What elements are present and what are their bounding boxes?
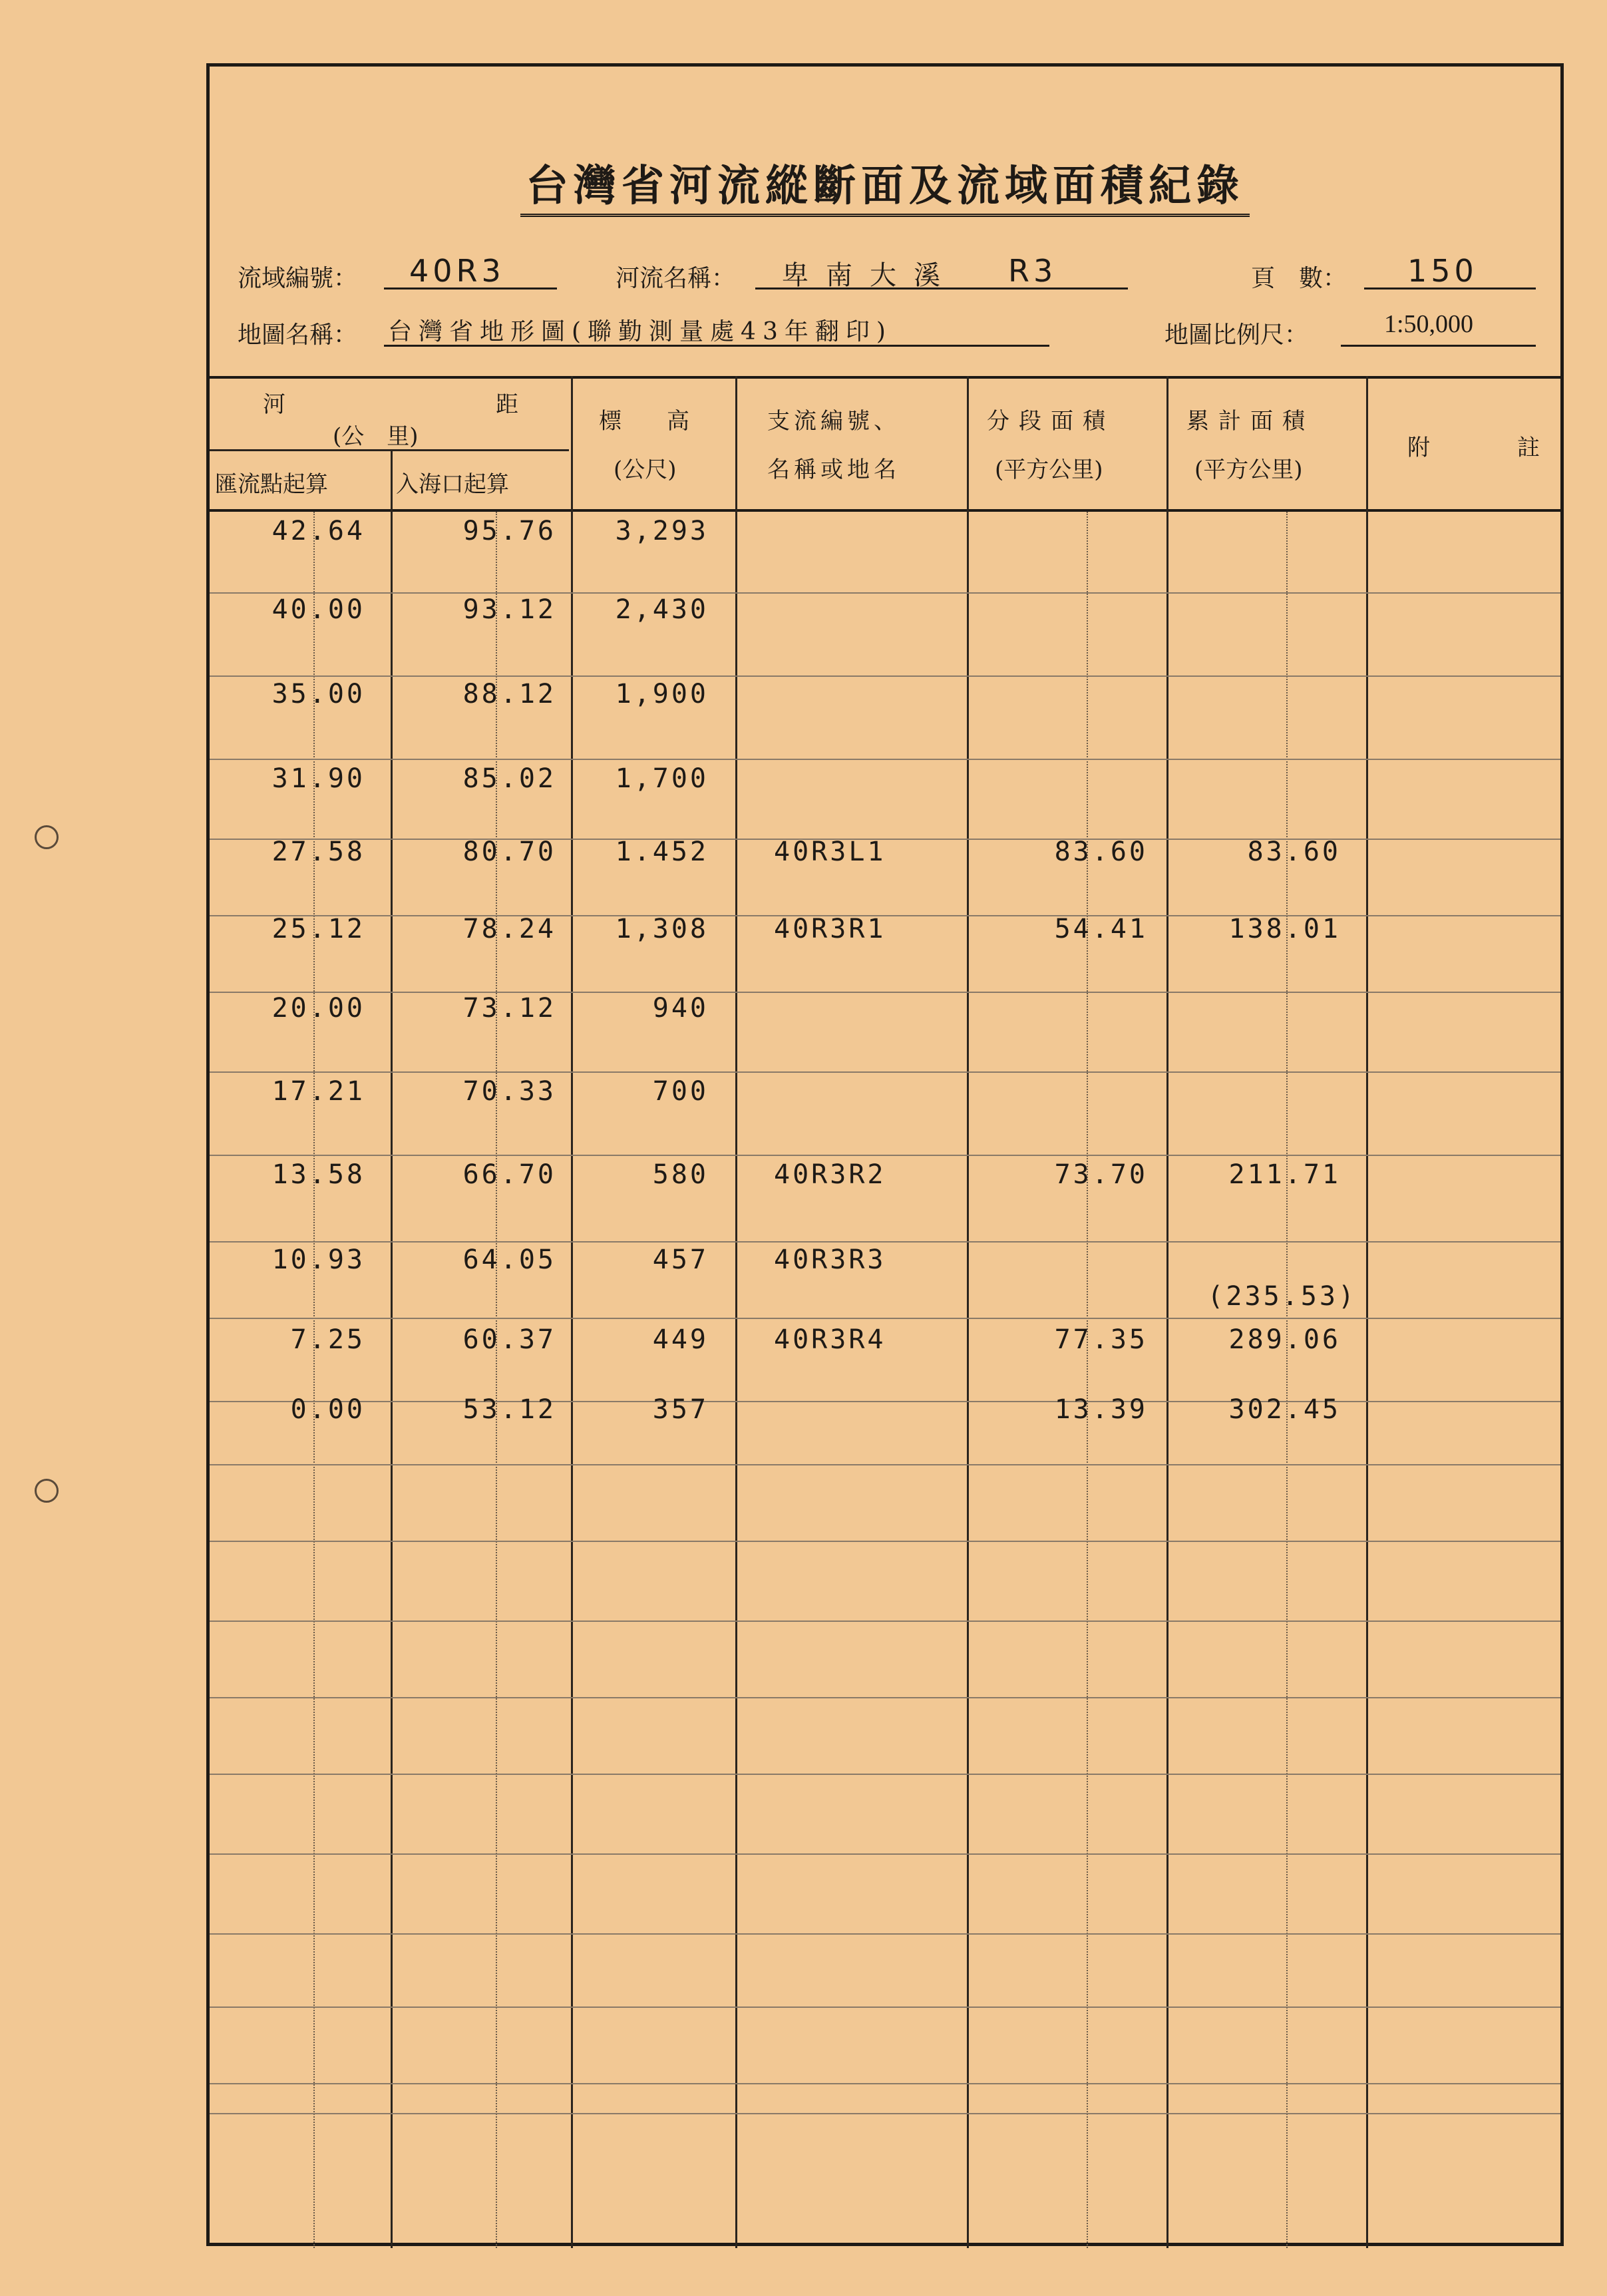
cell-elev: 700 (652, 1076, 709, 1107)
row-divider (210, 2007, 1560, 2008)
row-divider (210, 1621, 1560, 1622)
record-sheet (206, 63, 1564, 2246)
cell-elev: 357 (652, 1394, 709, 1425)
decimal-guide-3 (1087, 512, 1088, 2248)
cell-conf: 10.93 (271, 1244, 365, 1275)
decimal-guide-4 (1286, 512, 1288, 2248)
row-divider (210, 1933, 1560, 1935)
cell-conf: 7.25 (290, 1324, 365, 1355)
map-name-label: 地圖名稱： (238, 321, 358, 349)
map-name-value: 台灣省地形圖(聯勤測量處43年翻印) (388, 318, 892, 345)
header-distance-left: 河 (263, 391, 285, 418)
cell-elev: 1,900 (615, 679, 709, 709)
basin-number-label: 流域編號： (238, 265, 358, 292)
header-elevation: 標 高 (599, 408, 689, 435)
cell-mouth: 70.33 (462, 1076, 556, 1107)
row-divider (210, 759, 1560, 760)
row-divider (210, 592, 1560, 594)
punch-hole-upper (35, 825, 59, 849)
cell-conf: 42.64 (271, 516, 365, 546)
cell-mouth: 80.70 (462, 837, 556, 867)
header-bottom-rule (210, 509, 1560, 512)
cell-trib: 40R3R2 (774, 1159, 886, 1190)
cell-mouth: 66.70 (462, 1159, 556, 1190)
col-divider-2 (571, 376, 573, 2248)
col-divider-6 (1366, 376, 1368, 2248)
cell-mouth: 95.76 (462, 516, 556, 546)
col-divider-5 (1166, 376, 1168, 2248)
map-scale-label: 地圖比例尺： (1164, 321, 1309, 349)
cell-cum-previous: (235.53) (1207, 1281, 1357, 1312)
map-name-underline (384, 345, 1049, 347)
cell-cum: 289.06 (1228, 1324, 1341, 1355)
cell-mouth: 64.05 (462, 1244, 556, 1275)
river-name-underline (755, 287, 1128, 289)
cell-cum: 211.71 (1228, 1159, 1341, 1190)
col-divider-4 (967, 376, 969, 2248)
cell-conf: 27.58 (271, 837, 365, 867)
header-segment-area: 分段面積 (987, 408, 1115, 435)
cell-conf: 25.12 (271, 914, 365, 944)
cell-trib: 40R3L1 (774, 837, 886, 867)
cell-conf: 31.90 (271, 763, 365, 794)
map-scale-underline (1341, 345, 1536, 347)
cell-cum: 302.45 (1228, 1394, 1341, 1425)
header-tributary-line1: 支流編號、 (767, 408, 900, 435)
col-divider-3 (735, 376, 737, 2248)
row-divider (210, 1071, 1560, 1073)
header-remarks-right: 註 (1517, 435, 1540, 461)
header-elevation-unit: (公尺) (614, 457, 677, 483)
cell-conf: 13.58 (271, 1159, 365, 1190)
cell-elev: 2,430 (615, 594, 709, 625)
row-divider (210, 1774, 1560, 1775)
row-divider (210, 1697, 1560, 1698)
river-name-value: 卑南大溪 (782, 260, 958, 291)
header-tributary-line2: 名稱或地名 (767, 457, 900, 483)
cell-mouth: 93.12 (462, 594, 556, 625)
header-from-mouth: 入海口起算 (396, 471, 509, 498)
row-divider (210, 1155, 1560, 1156)
cell-mouth: 85.02 (462, 763, 556, 794)
cell-elev: 1,308 (615, 914, 709, 944)
cell-seg: 83.60 (1054, 837, 1148, 867)
cell-cum: 138.01 (1228, 914, 1341, 944)
cell-conf: 17.21 (271, 1076, 365, 1107)
cell-seg: 77.35 (1054, 1324, 1148, 1355)
river-code-value: R3 (1008, 253, 1057, 289)
cell-seg: 73.70 (1054, 1159, 1148, 1190)
cell-mouth: 53.12 (462, 1394, 556, 1425)
cell-elev: 940 (652, 993, 709, 1024)
table-top-rule (210, 376, 1560, 379)
row-divider (210, 1401, 1560, 1402)
cell-elev: 1,700 (615, 763, 709, 794)
page-title: 台灣省河流縱斷面及流域面積紀錄 (210, 152, 1560, 213)
map-scale-value: 1:50,000 (1384, 310, 1474, 338)
cell-mouth: 78.24 (462, 914, 556, 944)
header-cumulative-area-unit: (平方公里) (1194, 457, 1303, 483)
cell-conf: 35.00 (271, 679, 365, 709)
header-distance-right: 距 (496, 391, 518, 418)
cell-seg: 54.41 (1054, 914, 1148, 944)
header-from-confluence: 匯流點起算 (215, 471, 328, 498)
cell-trib: 40R3R3 (774, 1244, 886, 1275)
cell-seg: 13.39 (1054, 1394, 1148, 1425)
row-divider (210, 2083, 1560, 2084)
header-remarks-left: 附 (1407, 435, 1430, 461)
cell-cum: 83.60 (1247, 837, 1341, 867)
header-distance-unit: (公 里) (333, 423, 419, 450)
row-divider (210, 2113, 1560, 2114)
cell-elev: 449 (652, 1324, 709, 1355)
cell-conf: 0.00 (290, 1394, 365, 1425)
cell-elev: 580 (652, 1159, 709, 1190)
cell-mouth: 73.12 (462, 993, 556, 1024)
col-divider-1 (391, 451, 393, 2248)
header-segment-area-unit: (平方公里) (995, 457, 1103, 483)
basin-number-underline (384, 287, 557, 289)
cell-elev: 3,293 (615, 516, 709, 546)
cell-trib: 40R3R1 (774, 914, 886, 944)
row-divider (210, 1464, 1560, 1465)
page-count-label: 頁 數： (1251, 265, 1347, 292)
cell-conf: 20.00 (271, 993, 365, 1024)
punch-hole-lower (35, 1479, 59, 1503)
cell-trib: 40R3R4 (774, 1324, 886, 1355)
page-count-value: 150 (1407, 253, 1478, 289)
cell-mouth: 88.12 (462, 679, 556, 709)
row-divider (210, 1853, 1560, 1855)
row-divider (210, 1241, 1560, 1243)
river-name-label: 河流名稱： (616, 265, 736, 292)
cell-elev: 457 (652, 1244, 709, 1275)
page-count-underline (1364, 287, 1536, 289)
row-divider (210, 1318, 1560, 1319)
header-cumulative-area: 累計面積 (1186, 408, 1314, 435)
row-divider (210, 1541, 1560, 1542)
cell-conf: 40.00 (271, 594, 365, 625)
cell-mouth: 60.37 (462, 1324, 556, 1355)
row-divider (210, 675, 1560, 677)
basin-number-value: 40R3 (409, 253, 505, 289)
row-divider (210, 992, 1560, 993)
cell-elev: 1.452 (615, 837, 709, 867)
